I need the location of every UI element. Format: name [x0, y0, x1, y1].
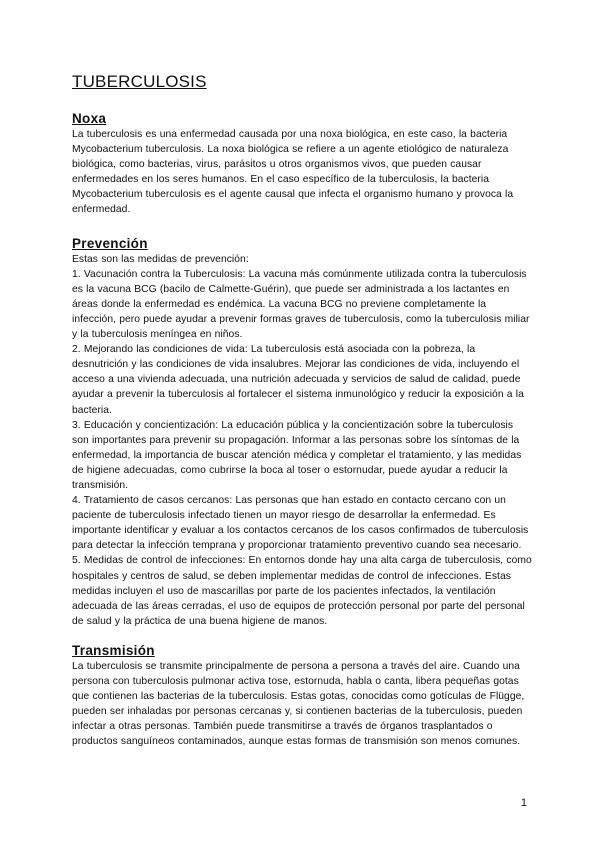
paragraph: La tuberculosis se transmite principalmente de persona a persona a través del aire. Cuando una persona con tuberculosis pulmonar activa tose, estornuda, habla o canta, libera pequeñas gotas que contienen las bacterias de la tuberculosis. Estas gotas, conocidas como gotículas de Flügge, pueden ser inhaladas por personas cercanas y, si contienen bacterias de la tuberculosis, pueden infectar a otras personas. También puede transmitirse a través de órganos trasplantados o productos sanguíneos contaminados, aunque estas formas de transmisión son menos comunes. — [72, 660, 525, 748]
section-heading-transmision: Transmisión — [72, 642, 155, 658]
section-heading-noxa: Noxa — [72, 111, 107, 126]
list-item-tratamiento-casos: 4. Tratamiento de casos cercanos: Las personas que han estado en contacto cercano con un paciente de tuberculosis infectado tienen un mayor riesgo de desarrollar la enfermedad. Es importante identificar y evaluar a los contactos cercanos de los casos confirmados de tuberculosis para detectar la infección temprana y proporcionar tratamiento preventivo cuando sea necesario. — [72, 495, 529, 552]
list-item-condiciones-de-vida: 2. Mejorando las condiciones de vida: La tuberculosis está asociada con la pobreza, la desnutrición y las condiciones de vida insalubres. Mejorar las condiciones de vida, incluyendo el acceso a una vivienda adecuada, una nutrición adecuada y servicios de salud de calidad, puede ayudar a prevenir la tuberculosis al fortalecer el sistema inmunológico y reducir la exposición a la bacteria. — [72, 344, 524, 416]
list-item-control-infecciones: 5. Medidas de control de infecciones: En entornos donde hay una alta carga de tuberculosis, como hospitales y centros de salud, se deben implementar medidas de control de infecciones. Estas medidas incluyen el uso de mascarillas por parte de los pacientes infectados, la ventilación adecuada de las áreas cerradas, el uso de equipos de protección personal por parte del personal de salud y la práctica de una buena higiene de manos. — [72, 555, 532, 627]
section-prevencion — [72, 236, 532, 629]
section-heading-prevencion: Prevención — [72, 235, 148, 251]
section-transmision — [72, 643, 532, 750]
page-title: TUBERCULOSIS — [72, 72, 207, 91]
section-noxa — [72, 111, 532, 218]
document-page — [72, 72, 532, 765]
paragraph-intro: Estas son las medidas de prevención: — [72, 253, 249, 265]
paragraph: La tuberculosis es una enfermedad causada por una noxa biológica, en este caso, la bacteria Mycobacterium tuberculosis. La noxa biológica se refiere a un agente etiológico de naturaleza biológica, como bacterias, virus, parásitos u otros organismos vivos, que pueden causar enfermedades en los seres humanos. En el caso específico de la tuberculosis, la bacteria Mycobacterium tuberculosis es el agente causal que infecta el organismo humano y provoca la enfermedad. — [72, 129, 514, 216]
list-item-educacion: 3. Educación y concientización: La educación pública y la concientización sobre la tuberculosis son importantes para prevenir su propagación. Informar a las personas sobre los síntomas de la enfermedad, la importancia de buscar atención médica y completar el tratamiento, y las medidas de higiene adecuadas, como cubrirse la boca al toser o estornudar, puede ayudar a reducir la transmisión. — [72, 419, 522, 491]
page-number: 1 — [520, 797, 527, 809]
list-item-vacunacion: 1. Vacunación contra la Tuberculosis: La vacuna más comúnmente utilizada contra la tuberculosis es la vacuna BCG (bacilo de Calmette-Guérin), que puede ser administrada a los lactantes en áreas donde la enfermedad es endémica. La vacuna BCG no previene completamente la infección, pero puede ayudar a prevenir formas graves de tuberculosis, como la tuberculosis miliar y la tuberculosis meníngea en niños. — [72, 268, 530, 341]
